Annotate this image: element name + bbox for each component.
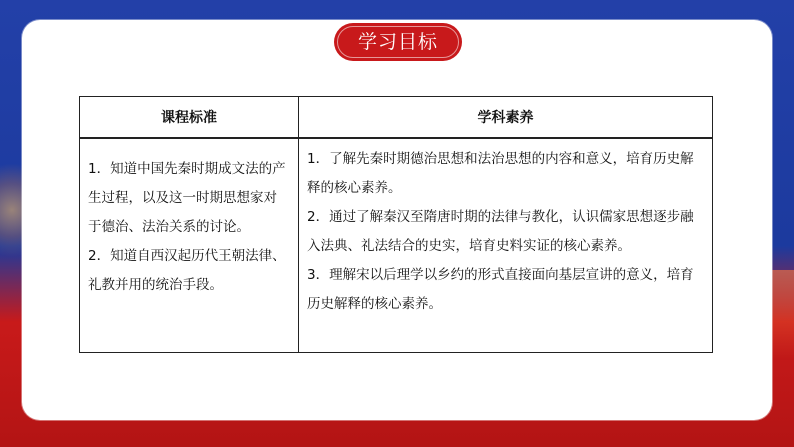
standard-item-2: 2．知道自西汉起历代王朝法律、礼教并用的统治手段。 (88, 248, 286, 293)
literacy-item-3: 3．理解宋以后理学以乡约的形式直接面向基层宣讲的意义，培育历史解释的核心素养。 (307, 267, 694, 312)
table-header-row (80, 97, 713, 139)
literacy-item-1: 1．了解先秦时期德治思想和法治思想的内容和意义，培育历史解释的核心素养。 (307, 151, 694, 196)
standard-item-1: 1．知道中国先秦时期成文法的产生过程，以及这一时期思想家对于德治、法治关系的讨论。 (88, 161, 286, 235)
table-row (80, 138, 713, 353)
literacy-item-2: 2．通过了解秦汉至隋唐时期的法律与教化，认识儒家思想逐步融入法典、礼法结合的史实，培育史料实证的核心素养。 (307, 209, 694, 254)
curriculum-standard-cell (80, 138, 299, 353)
header-subject-literacy: 学科素养 (299, 97, 713, 139)
slide-title: 学习目标 (357, 31, 438, 53)
subject-literacy-cell (299, 138, 713, 353)
learning-goals-table (79, 96, 713, 353)
header-curriculum-standard: 课程标准 (80, 97, 299, 139)
slide-title-badge (334, 23, 462, 61)
